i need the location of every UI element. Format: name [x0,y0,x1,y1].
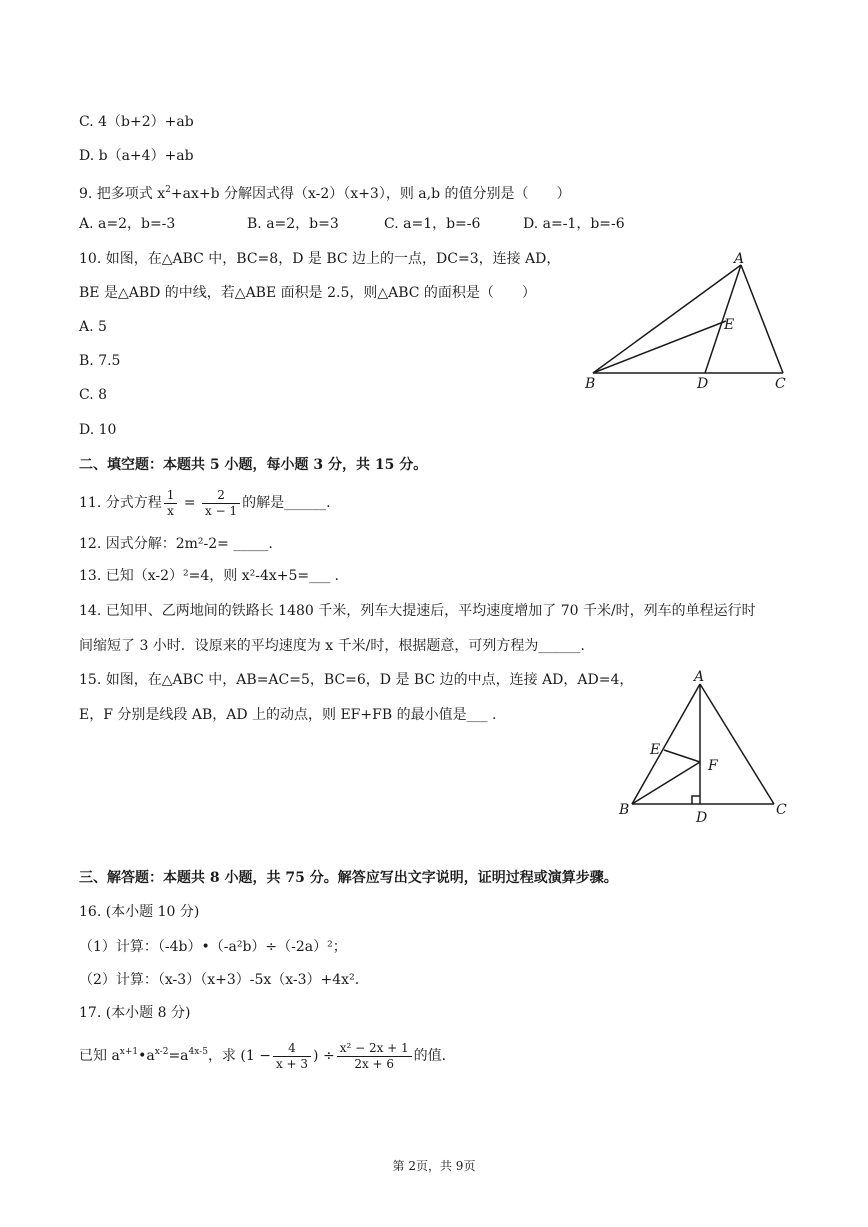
q15-label-d: D [696,810,708,826]
q10-segment-ad [705,265,741,373]
q11-fraction-2 [202,488,240,519]
q17-mid-1: •a [138,1048,155,1064]
q15-segment-ab [632,684,700,804]
q16-part1: （1）计算：（-4b）•（-a²b）÷（-2a）²； [79,939,347,955]
q9-prefix: 9. 把多项式 x [79,186,166,202]
q16-part2: （2）计算：（x-3）（x+3）-5x（x-3）+4x². [79,972,360,988]
q11-prefix: 11. 分式方程 [79,495,162,511]
q12-stem: 12. 因式分解：2m²-2= _____. [79,536,273,552]
section2-heading: 二、填空题：本题共 5 小题，每小题 3 分，共 15 分。 [79,457,428,473]
q10-option-a: A. 5 [79,319,107,335]
q10-option-d: D. 10 [79,422,117,438]
q11-fraction-1 [164,488,178,519]
q15-line2: E，F 分别是线段 AB，AD 上的动点，则 EF+FB 的最小值是___ . [79,707,497,723]
q10-line1: 10. 如图，在△ABC 中，BC=8，D 是 BC 边上的一点，DC=3，连接 AD， [79,251,561,267]
q17-frac1-numerator: 4 [273,1041,311,1057]
q14-line2: 间缩短了 3 小时．设原来的平均速度为 x 千米/时，根据题意，可列方程为______. [79,638,585,654]
q15-label-c: C [776,802,787,818]
q15-segment-bf [632,762,700,804]
q17-exponent-3: 4x-5 [188,1047,208,1057]
q17-prefix: 已知 a [79,1048,120,1064]
q10-option-b: B. 7.5 [79,353,121,369]
q17-frac2-numerator: x² − 2x + 1 [337,1041,412,1057]
q10-triangle-figure [578,245,798,395]
q9-option-a: A. a=2，b=-3 [79,216,176,232]
q8-option-c: C. 4（b+2）+ab [79,114,194,130]
q11-frac2-denominator: x − 1 [205,503,238,518]
q15-right-angle-mark [692,796,700,804]
q10-option-c: C. 8 [79,387,108,403]
q17-fraction-1 [273,1041,311,1072]
q9-option-b: B. a=2，b=3 [247,216,339,232]
q10-label-a: A [734,251,745,267]
q17-frac1-denominator: x + 3 [275,1056,309,1071]
q17-frac2-denominator: 2x + 6 [354,1056,395,1071]
q16-title: 16. (本小题 10 分) [79,904,200,920]
q17-fraction-2 [337,1041,412,1072]
q17-mid-3: ，求 (1 − [207,1048,271,1064]
q10-line2: BE 是△ABD 的中线，若△ABE 面积是 2.5，则△ABC 的面积是（ ） [79,285,536,301]
q17-exponent-1: x+1 [119,1047,139,1057]
q9-stem [79,180,570,204]
q15-label-a: A [694,669,705,685]
q15-segment-ef [664,750,700,762]
q14-line1: 14. 已知甲、乙两地间的铁路长 1480 千米，列车大提速后，平均速度增加了 70 千米/时，列车的单程运行时 [79,603,756,619]
q13-stem: 13. 已知（x-2）²=4，则 x²-4x+5=___ . [79,568,340,584]
q10-segment-be [593,321,726,373]
q10-label-e: E [724,317,735,333]
q17-exponent-2: x-2 [154,1047,169,1057]
q9-option-d: D. a=-1，b=-6 [523,216,625,232]
q15-segment-ac [700,684,774,804]
page-number-footer: 第 2页，共 9页 [392,1159,476,1173]
q8-option-d: D. b（a+4）+ab [79,148,194,164]
q9-option-c: C. a=1，b=-6 [384,216,481,232]
q17-divide: ) ÷ [313,1048,335,1064]
q11-frac1-numerator: 1 [164,488,178,504]
q10-segment-ac [741,265,783,373]
q15-label-f: F [708,758,718,774]
q15-label-e: E [650,742,661,758]
q17-stem [79,1034,446,1074]
q11-stem [79,486,331,520]
q15-triangle-figure [612,668,802,828]
q10-label-c: C [775,376,786,392]
q15-label-b: B [619,802,630,818]
q17-mid-2: =a [168,1048,189,1064]
q15-line1: 15. 如图，在△ABC 中，AB=AC=5，BC=6，D 是 BC 边的中点，连接 AD，AD=4， [79,672,634,688]
q10-segment-ab [593,265,741,373]
q11-suffix: 的解是______. [242,495,331,511]
q11-frac2-numerator: 2 [202,488,240,504]
q17-suffix: 的值. [413,1048,447,1064]
q9-exponent: 2 [165,185,171,195]
q11-equals: = [183,495,196,511]
q17-title: 17. (本小题 8 分) [79,1005,191,1021]
q10-label-b: B [585,376,596,392]
q11-frac1-denominator: x [167,503,174,518]
q10-label-d: D [697,376,709,392]
section3-heading: 三、解答题：本题共 8 小题，共 75 分。解答应写出文字说明，证明过程或演算步骤。 [79,870,618,886]
q9-suffix: +ax+b 分解因式得（x-2）（x+3），则 a,b 的值分别是（ ） [170,186,571,202]
